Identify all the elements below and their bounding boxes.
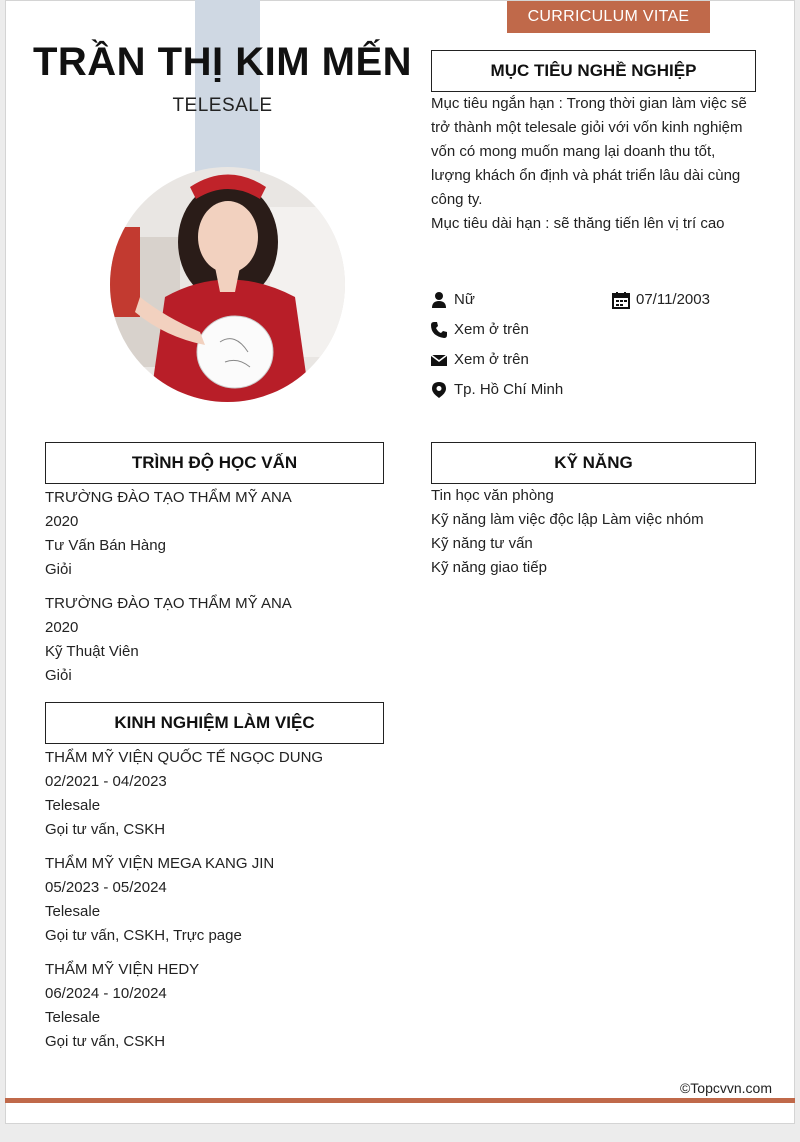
experience-list [45,746,445,1064]
work-tasks: Gọi tư vấn, CSKH [45,1033,166,1050]
work-role: Telesale [45,903,101,920]
education-item [45,592,384,688]
footer-bar [5,1098,795,1103]
address-row [430,380,563,400]
objective-heading: MỤC TIÊU NGHỀ NGHIỆP [431,50,756,92]
objective-section [431,92,756,236]
education-year: 2020 [45,619,79,636]
candidate-name: TRẦN THỊ KIM MẾN [32,40,413,84]
skill-item: Kỹ năng làm việc độc lập Làm việc nhóm [431,511,704,528]
experience-item [45,746,445,842]
birthday-row [612,290,710,310]
copyright-text: ©Topcvvn.com [679,1080,772,1096]
phone-value: Xem ở trên [454,321,529,338]
education-heading: TRÌNH ĐỘ HỌC VẤN [45,442,384,484]
education-item [45,486,384,582]
profile-photo [110,167,345,402]
education-grade: Giỏi [45,667,72,684]
objective-long-term: Mục tiêu dài hạn : sẽ thăng tiến lên vị trí cao [431,215,725,232]
education-grade: Giỏi [45,561,72,578]
company-name: THẨM MỸ VIỆN MEGA KANG JIN [45,855,275,872]
calendar-icon [612,291,630,309]
education-year: 2020 [45,513,79,530]
phone-icon [430,321,448,339]
work-period: 06/2024 - 10/2024 [45,985,167,1002]
email-value: Xem ở trên [454,351,529,368]
work-role: Telesale [45,797,101,814]
location-icon [430,381,448,399]
work-tasks: Gọi tư vấn, CSKH [45,821,166,838]
school-name: TRƯỜNG ĐÀO TẠO THẨM MỸ ANA [45,489,292,506]
company-name: THẨM MỸ VIỆN QUỐC TẾ NGỌC DUNG [45,749,324,766]
job-title: TELESALE [172,95,273,116]
objective-short-term: Mục tiêu ngắn hạn : Trong thời gian làm việc sẽ trở thành một telesale giỏi với vốn kinh nghiệm vốn có mong muốn mang lại doanh thu tốt, lượng khách ổn định và phát triển lâu dài cùng công ty. [431,95,747,208]
experience-item [45,852,445,948]
experience-heading: KINH NGHIỆM LÀM VIỆC [45,702,384,744]
address-value: Tp. Hồ Chí Minh [454,381,564,398]
education-major: Tư Vấn Bán Hàng [45,537,166,554]
education-list [45,486,384,698]
company-name: THẨM MỸ VIỆN HEDY [45,961,200,978]
person-icon [430,291,448,309]
skills-list [431,484,756,580]
curriculum-vitae-tag: CURRICULUM VITAE [507,1,710,33]
experience-item [45,958,445,1054]
skill-item: Kỹ năng giao tiếp [431,559,547,576]
birthday-value: 07/11/2003 [636,291,710,308]
gender-value: Nữ [454,291,475,308]
skill-item: Kỹ năng tư vấn [431,535,533,552]
work-period: 02/2021 - 04/2023 [45,773,167,790]
mail-icon [430,351,448,369]
gender-row [430,290,475,310]
education-major: Kỹ Thuật Viên [45,643,139,660]
work-tasks: Gọi tư vấn, CSKH, Trực page [45,927,242,944]
phone-row [430,320,529,340]
work-period: 05/2023 - 05/2024 [45,879,167,896]
email-row [430,350,529,370]
decorative-stripe [195,0,260,172]
work-role: Telesale [45,1009,101,1026]
school-name: TRƯỜNG ĐÀO TẠO THẨM MỸ ANA [45,595,292,612]
skills-heading: KỸ NĂNG [431,442,756,484]
skill-item: Tin học văn phòng [431,487,554,504]
